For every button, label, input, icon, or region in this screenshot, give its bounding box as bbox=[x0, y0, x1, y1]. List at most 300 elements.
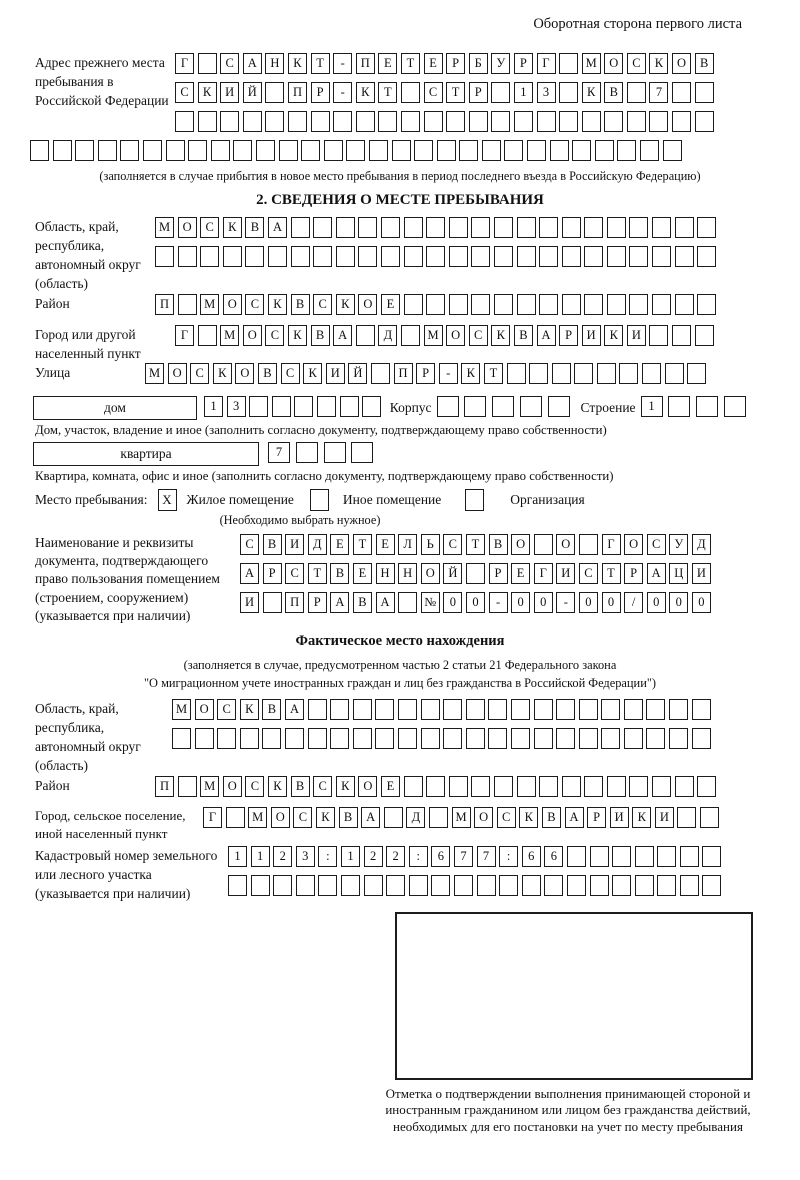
char-cell[interactable] bbox=[431, 875, 450, 896]
char-cell[interactable] bbox=[607, 246, 626, 267]
char-cell[interactable]: М bbox=[248, 807, 267, 828]
char-cell[interactable] bbox=[53, 140, 72, 161]
char-cell[interactable] bbox=[466, 728, 485, 749]
char-cell[interactable]: Г bbox=[175, 53, 194, 74]
char-cell[interactable] bbox=[517, 246, 536, 267]
char-cell[interactable]: Т bbox=[311, 53, 330, 74]
char-cell[interactable] bbox=[443, 699, 462, 720]
char-cell[interactable]: С bbox=[313, 776, 332, 797]
char-cell[interactable]: М bbox=[172, 699, 191, 720]
char-cell[interactable] bbox=[590, 846, 609, 867]
char-cell[interactable] bbox=[677, 807, 696, 828]
char-cell[interactable] bbox=[449, 246, 468, 267]
char-cell[interactable]: П bbox=[155, 776, 174, 797]
char-cell[interactable]: Р bbox=[416, 363, 435, 384]
char-cell[interactable] bbox=[488, 699, 507, 720]
char-cell[interactable]: К bbox=[288, 325, 307, 346]
char-cell[interactable] bbox=[245, 246, 264, 267]
char-cell[interactable] bbox=[285, 728, 304, 749]
char-cell[interactable] bbox=[697, 217, 716, 238]
char-cell[interactable] bbox=[562, 217, 581, 238]
char-cell[interactable]: П bbox=[285, 592, 304, 613]
char-cell[interactable]: 0 bbox=[579, 592, 598, 613]
char-cell[interactable] bbox=[308, 728, 327, 749]
char-cell[interactable]: И bbox=[220, 82, 239, 103]
char-cell[interactable] bbox=[409, 875, 428, 896]
char-cell[interactable] bbox=[619, 363, 638, 384]
char-cell[interactable]: Т bbox=[484, 363, 503, 384]
char-cell[interactable]: 7 bbox=[649, 82, 668, 103]
char-cell[interactable] bbox=[579, 699, 598, 720]
char-cell[interactable] bbox=[426, 246, 445, 267]
char-cell[interactable]: С bbox=[497, 807, 516, 828]
char-cell[interactable] bbox=[534, 699, 553, 720]
char-cell[interactable] bbox=[443, 728, 462, 749]
char-cell[interactable]: И bbox=[610, 807, 629, 828]
char-cell[interactable] bbox=[384, 807, 403, 828]
char-cell[interactable]: С bbox=[217, 699, 236, 720]
char-cell[interactable]: С bbox=[579, 563, 598, 584]
char-cell[interactable]: И bbox=[655, 807, 674, 828]
char-cell[interactable] bbox=[291, 246, 310, 267]
char-cell[interactable]: С bbox=[200, 217, 219, 238]
char-cell[interactable] bbox=[172, 728, 191, 749]
char-cell[interactable]: М bbox=[424, 325, 443, 346]
char-cell[interactable]: Р bbox=[587, 807, 606, 828]
char-cell[interactable]: В bbox=[262, 699, 281, 720]
char-cell[interactable]: П bbox=[155, 294, 174, 315]
char-cell[interactable]: 0 bbox=[647, 592, 666, 613]
char-cell[interactable] bbox=[426, 776, 445, 797]
char-cell[interactable] bbox=[265, 82, 284, 103]
char-cell[interactable]: У bbox=[669, 534, 688, 555]
char-cell[interactable]: Г bbox=[203, 807, 222, 828]
char-cell[interactable] bbox=[697, 776, 716, 797]
char-cell[interactable] bbox=[223, 246, 242, 267]
char-cell[interactable]: С bbox=[245, 776, 264, 797]
char-cell[interactable] bbox=[652, 246, 671, 267]
char-cell[interactable] bbox=[584, 294, 603, 315]
char-cell[interactable]: А bbox=[240, 563, 259, 584]
char-cell[interactable]: 0 bbox=[511, 592, 530, 613]
char-cell[interactable]: О bbox=[243, 325, 262, 346]
char-cell[interactable]: 1 bbox=[228, 846, 247, 867]
char-cell[interactable]: Е bbox=[381, 776, 400, 797]
char-cell[interactable] bbox=[562, 294, 581, 315]
char-cell[interactable] bbox=[358, 217, 377, 238]
char-cell[interactable] bbox=[724, 396, 746, 417]
char-cell[interactable] bbox=[265, 111, 284, 132]
char-cell[interactable]: Н bbox=[376, 563, 395, 584]
char-cell[interactable]: Р bbox=[489, 563, 508, 584]
char-cell[interactable]: Ь bbox=[421, 534, 440, 555]
char-cell[interactable]: И bbox=[582, 325, 601, 346]
char-cell[interactable] bbox=[198, 325, 217, 346]
char-cell[interactable]: - bbox=[556, 592, 575, 613]
char-cell[interactable] bbox=[75, 140, 94, 161]
char-cell[interactable] bbox=[273, 875, 292, 896]
char-cell[interactable]: Г bbox=[175, 325, 194, 346]
char-cell[interactable] bbox=[665, 363, 684, 384]
char-cell[interactable] bbox=[539, 217, 558, 238]
char-cell[interactable]: : bbox=[499, 846, 518, 867]
char-cell[interactable]: В bbox=[263, 534, 282, 555]
char-cell[interactable]: 0 bbox=[534, 592, 553, 613]
char-cell[interactable] bbox=[353, 699, 372, 720]
char-cell[interactable] bbox=[288, 111, 307, 132]
stay-organization-checkbox[interactable] bbox=[465, 489, 484, 511]
char-cell[interactable] bbox=[511, 728, 530, 749]
char-cell[interactable] bbox=[669, 699, 688, 720]
char-cell[interactable] bbox=[700, 807, 719, 828]
char-cell[interactable] bbox=[375, 699, 394, 720]
char-cell[interactable]: 0 bbox=[692, 592, 711, 613]
char-cell[interactable]: С bbox=[245, 294, 264, 315]
char-cell[interactable] bbox=[166, 140, 185, 161]
char-cell[interactable]: К bbox=[336, 294, 355, 315]
char-cell[interactable]: О bbox=[672, 53, 691, 74]
char-cell[interactable]: К bbox=[632, 807, 651, 828]
char-cell[interactable] bbox=[582, 111, 601, 132]
stay-residential-checkbox[interactable]: X bbox=[158, 489, 177, 511]
char-cell[interactable] bbox=[477, 875, 496, 896]
char-cell[interactable] bbox=[449, 217, 468, 238]
char-cell[interactable] bbox=[624, 728, 643, 749]
char-cell[interactable]: Л bbox=[398, 534, 417, 555]
char-cell[interactable] bbox=[188, 140, 207, 161]
char-cell[interactable] bbox=[178, 294, 197, 315]
char-cell[interactable]: Т bbox=[466, 534, 485, 555]
char-cell[interactable] bbox=[534, 728, 553, 749]
char-cell[interactable]: С bbox=[265, 325, 284, 346]
char-cell[interactable]: И bbox=[692, 563, 711, 584]
char-cell[interactable]: Е bbox=[511, 563, 530, 584]
char-cell[interactable] bbox=[268, 246, 287, 267]
char-cell[interactable] bbox=[313, 217, 332, 238]
char-cell[interactable]: Е bbox=[424, 53, 443, 74]
char-cell[interactable] bbox=[534, 534, 553, 555]
char-cell[interactable] bbox=[471, 246, 490, 267]
char-cell[interactable]: С bbox=[443, 534, 462, 555]
char-cell[interactable]: К bbox=[491, 325, 510, 346]
char-cell[interactable] bbox=[404, 776, 423, 797]
char-cell[interactable] bbox=[642, 363, 661, 384]
char-cell[interactable] bbox=[499, 875, 518, 896]
char-cell[interactable] bbox=[559, 53, 578, 74]
char-cell[interactable] bbox=[559, 111, 578, 132]
char-cell[interactable]: Т bbox=[446, 82, 465, 103]
char-cell[interactable]: С bbox=[469, 325, 488, 346]
char-cell[interactable]: М bbox=[220, 325, 239, 346]
char-cell[interactable] bbox=[657, 846, 676, 867]
char-cell[interactable] bbox=[291, 217, 310, 238]
char-cell[interactable]: А bbox=[285, 699, 304, 720]
char-cell[interactable] bbox=[652, 294, 671, 315]
char-cell[interactable] bbox=[356, 111, 375, 132]
char-cell[interactable]: О bbox=[421, 563, 440, 584]
char-cell[interactable]: И bbox=[285, 534, 304, 555]
char-cell[interactable] bbox=[243, 111, 262, 132]
char-cell[interactable]: А bbox=[268, 217, 287, 238]
char-cell[interactable]: Б bbox=[469, 53, 488, 74]
char-cell[interactable]: И bbox=[240, 592, 259, 613]
char-cell[interactable] bbox=[200, 246, 219, 267]
char-cell[interactable] bbox=[401, 82, 420, 103]
char-cell[interactable]: И bbox=[627, 325, 646, 346]
char-cell[interactable]: О bbox=[223, 776, 242, 797]
char-cell[interactable]: О bbox=[358, 776, 377, 797]
char-cell[interactable]: Е bbox=[378, 53, 397, 74]
char-cell[interactable] bbox=[649, 325, 668, 346]
char-cell[interactable] bbox=[421, 699, 440, 720]
char-cell[interactable]: Г bbox=[602, 534, 621, 555]
char-cell[interactable]: В bbox=[311, 325, 330, 346]
char-cell[interactable] bbox=[559, 82, 578, 103]
char-cell[interactable]: О bbox=[223, 294, 242, 315]
char-cell[interactable] bbox=[449, 776, 468, 797]
char-cell[interactable] bbox=[550, 140, 569, 161]
char-cell[interactable] bbox=[30, 140, 49, 161]
char-cell[interactable] bbox=[635, 875, 654, 896]
char-cell[interactable]: У bbox=[491, 53, 510, 74]
char-cell[interactable] bbox=[398, 699, 417, 720]
char-cell[interactable]: 6 bbox=[431, 846, 450, 867]
char-cell[interactable]: Р bbox=[514, 53, 533, 74]
char-cell[interactable]: Р bbox=[311, 82, 330, 103]
char-cell[interactable]: К bbox=[213, 363, 232, 384]
char-cell[interactable] bbox=[635, 846, 654, 867]
char-cell[interactable] bbox=[640, 140, 659, 161]
char-cell[interactable] bbox=[296, 442, 318, 463]
char-cell[interactable]: А bbox=[376, 592, 395, 613]
char-cell[interactable] bbox=[652, 776, 671, 797]
char-cell[interactable] bbox=[414, 140, 433, 161]
char-cell[interactable]: Й bbox=[348, 363, 367, 384]
char-cell[interactable] bbox=[429, 807, 448, 828]
char-cell[interactable]: С bbox=[313, 294, 332, 315]
char-cell[interactable] bbox=[604, 111, 623, 132]
char-cell[interactable] bbox=[217, 728, 236, 749]
char-cell[interactable] bbox=[696, 396, 718, 417]
char-cell[interactable]: М bbox=[452, 807, 471, 828]
char-cell[interactable]: М bbox=[145, 363, 164, 384]
char-cell[interactable] bbox=[240, 728, 259, 749]
char-cell[interactable]: С bbox=[285, 563, 304, 584]
char-cell[interactable]: Р bbox=[446, 53, 465, 74]
char-cell[interactable] bbox=[421, 728, 440, 749]
char-cell[interactable]: С bbox=[293, 807, 312, 828]
char-cell[interactable]: Р bbox=[469, 82, 488, 103]
char-cell[interactable] bbox=[351, 442, 373, 463]
char-cell[interactable]: - bbox=[333, 53, 352, 74]
char-cell[interactable] bbox=[482, 140, 501, 161]
char-cell[interactable]: 3 bbox=[296, 846, 315, 867]
char-cell[interactable] bbox=[340, 396, 359, 417]
char-cell[interactable]: О bbox=[604, 53, 623, 74]
char-cell[interactable] bbox=[424, 111, 443, 132]
char-cell[interactable] bbox=[702, 846, 721, 867]
char-cell[interactable] bbox=[692, 699, 711, 720]
char-cell[interactable]: К bbox=[461, 363, 480, 384]
char-cell[interactable]: Й bbox=[243, 82, 262, 103]
char-cell[interactable] bbox=[657, 875, 676, 896]
char-cell[interactable]: Н bbox=[398, 563, 417, 584]
char-cell[interactable] bbox=[464, 396, 486, 417]
char-cell[interactable] bbox=[607, 776, 626, 797]
char-cell[interactable] bbox=[652, 217, 671, 238]
char-cell[interactable]: Г bbox=[537, 53, 556, 74]
char-cell[interactable] bbox=[529, 363, 548, 384]
char-cell[interactable] bbox=[612, 875, 631, 896]
char-cell[interactable]: А bbox=[565, 807, 584, 828]
char-cell[interactable] bbox=[675, 217, 694, 238]
char-cell[interactable] bbox=[437, 396, 459, 417]
char-cell[interactable]: Д bbox=[308, 534, 327, 555]
char-cell[interactable] bbox=[404, 217, 423, 238]
char-cell[interactable]: М bbox=[200, 294, 219, 315]
char-cell[interactable]: О bbox=[168, 363, 187, 384]
char-cell[interactable]: 0 bbox=[443, 592, 462, 613]
char-cell[interactable] bbox=[517, 776, 536, 797]
char-cell[interactable]: В bbox=[291, 294, 310, 315]
char-cell[interactable]: К bbox=[316, 807, 335, 828]
char-cell[interactable] bbox=[358, 246, 377, 267]
char-cell[interactable] bbox=[680, 875, 699, 896]
char-cell[interactable] bbox=[369, 140, 388, 161]
char-cell[interactable]: 1 bbox=[251, 846, 270, 867]
char-cell[interactable]: К bbox=[288, 53, 307, 74]
char-cell[interactable] bbox=[330, 699, 349, 720]
char-cell[interactable]: К bbox=[604, 325, 623, 346]
char-cell[interactable] bbox=[675, 294, 694, 315]
char-cell[interactable]: М bbox=[155, 217, 174, 238]
char-cell[interactable]: 1 bbox=[204, 396, 223, 417]
char-cell[interactable]: О bbox=[511, 534, 530, 555]
char-cell[interactable]: К bbox=[268, 294, 287, 315]
char-cell[interactable] bbox=[437, 140, 456, 161]
char-cell[interactable] bbox=[695, 82, 714, 103]
char-cell[interactable] bbox=[624, 699, 643, 720]
char-cell[interactable] bbox=[426, 217, 445, 238]
char-cell[interactable] bbox=[590, 875, 609, 896]
house-type-box[interactable]: дом bbox=[33, 396, 197, 420]
char-cell[interactable] bbox=[629, 246, 648, 267]
char-cell[interactable] bbox=[324, 140, 343, 161]
char-cell[interactable]: / bbox=[624, 592, 643, 613]
char-cell[interactable] bbox=[511, 699, 530, 720]
char-cell[interactable]: О bbox=[446, 325, 465, 346]
char-cell[interactable]: О bbox=[358, 294, 377, 315]
char-cell[interactable]: О bbox=[474, 807, 493, 828]
char-cell[interactable]: О bbox=[235, 363, 254, 384]
char-cell[interactable] bbox=[401, 111, 420, 132]
char-cell[interactable] bbox=[330, 728, 349, 749]
char-cell[interactable] bbox=[646, 699, 665, 720]
char-cell[interactable] bbox=[378, 111, 397, 132]
char-cell[interactable]: П bbox=[288, 82, 307, 103]
char-cell[interactable] bbox=[294, 396, 313, 417]
char-cell[interactable]: Г bbox=[534, 563, 553, 584]
char-cell[interactable]: Р bbox=[263, 563, 282, 584]
char-cell[interactable] bbox=[692, 728, 711, 749]
char-cell[interactable] bbox=[333, 111, 352, 132]
char-cell[interactable] bbox=[520, 396, 542, 417]
char-cell[interactable] bbox=[494, 217, 513, 238]
char-cell[interactable] bbox=[556, 728, 575, 749]
char-cell[interactable] bbox=[98, 140, 117, 161]
char-cell[interactable]: Е bbox=[353, 563, 372, 584]
char-cell[interactable] bbox=[311, 111, 330, 132]
char-cell[interactable]: Ц bbox=[669, 563, 688, 584]
char-cell[interactable] bbox=[601, 728, 620, 749]
char-cell[interactable]: П bbox=[394, 363, 413, 384]
char-cell[interactable] bbox=[629, 294, 648, 315]
char-cell[interactable] bbox=[195, 728, 214, 749]
char-cell[interactable] bbox=[251, 875, 270, 896]
char-cell[interactable] bbox=[669, 728, 688, 749]
char-cell[interactable] bbox=[494, 246, 513, 267]
char-cell[interactable] bbox=[567, 846, 586, 867]
char-cell[interactable]: В bbox=[245, 217, 264, 238]
char-cell[interactable]: 1 bbox=[514, 82, 533, 103]
char-cell[interactable] bbox=[494, 776, 513, 797]
stay-other-premises-checkbox[interactable] bbox=[310, 489, 329, 511]
char-cell[interactable] bbox=[466, 563, 485, 584]
char-cell[interactable]: Р bbox=[559, 325, 578, 346]
char-cell[interactable] bbox=[491, 111, 510, 132]
char-cell[interactable]: С bbox=[175, 82, 194, 103]
char-cell[interactable] bbox=[504, 140, 523, 161]
char-cell[interactable]: В bbox=[258, 363, 277, 384]
apartment-type-box[interactable]: квартира bbox=[33, 442, 259, 466]
char-cell[interactable]: С bbox=[190, 363, 209, 384]
char-cell[interactable] bbox=[466, 699, 485, 720]
char-cell[interactable]: В bbox=[291, 776, 310, 797]
char-cell[interactable] bbox=[386, 875, 405, 896]
char-cell[interactable]: А bbox=[243, 53, 262, 74]
char-cell[interactable]: Т bbox=[308, 563, 327, 584]
char-cell[interactable] bbox=[597, 363, 616, 384]
char-cell[interactable] bbox=[556, 699, 575, 720]
char-cell[interactable] bbox=[517, 294, 536, 315]
char-cell[interactable] bbox=[175, 111, 194, 132]
char-cell[interactable] bbox=[548, 396, 570, 417]
char-cell[interactable] bbox=[375, 728, 394, 749]
char-cell[interactable]: С bbox=[220, 53, 239, 74]
char-cell[interactable]: 7 bbox=[477, 846, 496, 867]
char-cell[interactable] bbox=[362, 396, 381, 417]
char-cell[interactable] bbox=[178, 776, 197, 797]
char-cell[interactable] bbox=[459, 140, 478, 161]
char-cell[interactable] bbox=[249, 396, 268, 417]
char-cell[interactable] bbox=[595, 140, 614, 161]
char-cell[interactable]: О bbox=[271, 807, 290, 828]
char-cell[interactable] bbox=[539, 294, 558, 315]
char-cell[interactable] bbox=[324, 442, 346, 463]
char-cell[interactable]: С bbox=[424, 82, 443, 103]
char-cell[interactable] bbox=[211, 140, 230, 161]
char-cell[interactable] bbox=[672, 111, 691, 132]
char-cell[interactable] bbox=[371, 363, 390, 384]
char-cell[interactable]: Р bbox=[624, 563, 643, 584]
char-cell[interactable] bbox=[517, 217, 536, 238]
char-cell[interactable] bbox=[629, 217, 648, 238]
char-cell[interactable]: В bbox=[514, 325, 533, 346]
char-cell[interactable] bbox=[695, 111, 714, 132]
char-cell[interactable]: К bbox=[519, 807, 538, 828]
char-cell[interactable] bbox=[697, 246, 716, 267]
char-cell[interactable] bbox=[680, 846, 699, 867]
